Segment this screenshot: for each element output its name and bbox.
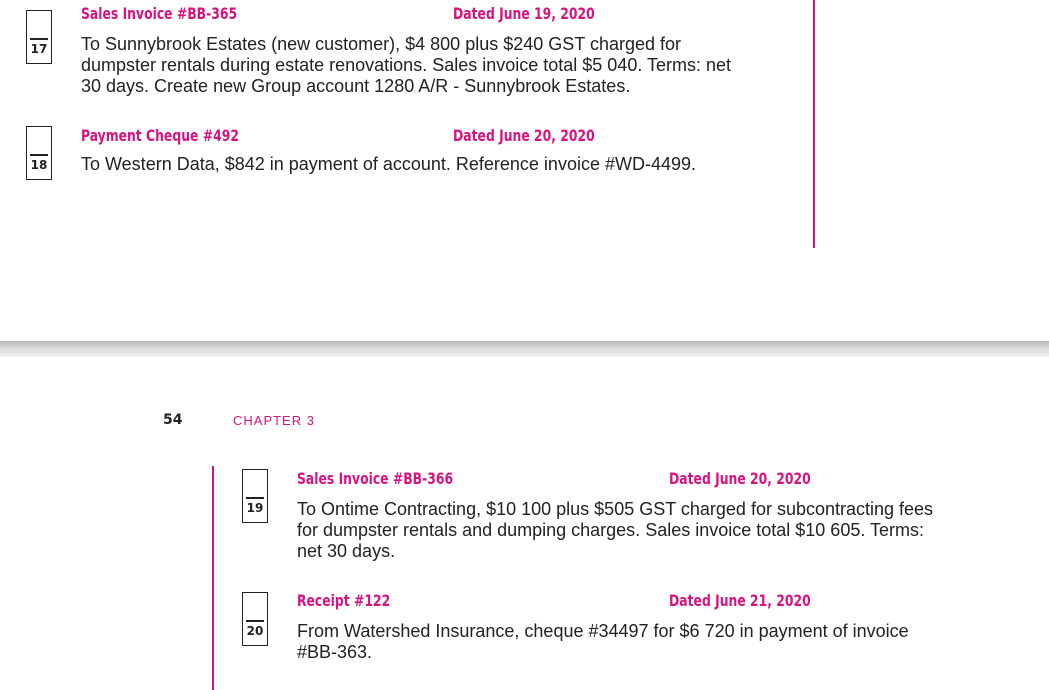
entry-line: dumpster rentals during estate renovations. Sales invoice total $5 040. Terms: net <box>81 55 732 75</box>
entry-title: Sales Invoice #BB-366 <box>297 469 454 488</box>
entry-title: Sales Invoice #BB-365 <box>81 4 238 23</box>
entry-date: Dated June 19, 2020 <box>453 4 595 23</box>
entry-title: Payment Cheque #492 <box>81 126 239 145</box>
entry-body <box>297 621 1017 663</box>
entry-line: for dumpster rentals and dumping charges. Sales invoice total $10 605. Terms: <box>297 520 925 540</box>
entry-line: From Watershed Insurance, cheque #34497 for $6 720 in payment of invoice <box>297 621 909 641</box>
entry-date: Dated June 21, 2020 <box>669 591 811 610</box>
page-gutter <box>0 341 1049 357</box>
entry-date: Dated June 20, 2020 <box>669 469 811 488</box>
entry-checkbox-20[interactable] <box>242 592 268 646</box>
entry-number: 17 <box>30 42 48 56</box>
entry-body <box>81 34 821 97</box>
checkbox-divider <box>246 620 264 622</box>
entry-title: Receipt #122 <box>297 591 391 610</box>
entry-line: To Ontime Contracting, $10 100 plus $505 GST charged for subcontracting fees <box>297 499 934 519</box>
entry-number: 20 <box>246 624 264 638</box>
entry-line: 30 days. Create new Group account 1280 A/R - Sunnybrook Estates. <box>81 76 631 96</box>
entry-line: To Western Data, $842 in payment of account. Reference invoice #WD-4499. <box>81 154 696 174</box>
checkbox-divider <box>30 38 48 40</box>
checkbox-divider <box>246 497 264 499</box>
entry-number: 18 <box>30 158 48 172</box>
entry-number: 19 <box>246 501 264 515</box>
chapter-label: CHAPTER 3 <box>233 413 315 428</box>
entry-body <box>297 499 1017 562</box>
entry-checkbox-19[interactable] <box>242 469 268 523</box>
entry-line: To Sunnybrook Estates (new customer), $4 800 plus $240 GST charged for <box>81 34 681 54</box>
entry-date: Dated June 20, 2020 <box>453 126 595 145</box>
entry-line: net 30 days. <box>297 541 396 561</box>
page-number: 54 <box>163 412 183 428</box>
entry-body <box>81 154 821 175</box>
entry-checkbox-17[interactable] <box>26 10 52 64</box>
entry-checkbox-18[interactable] <box>26 126 52 180</box>
entry-line: #BB-363. <box>297 642 373 662</box>
left-margin-rule <box>212 466 214 690</box>
checkbox-divider <box>30 154 48 156</box>
